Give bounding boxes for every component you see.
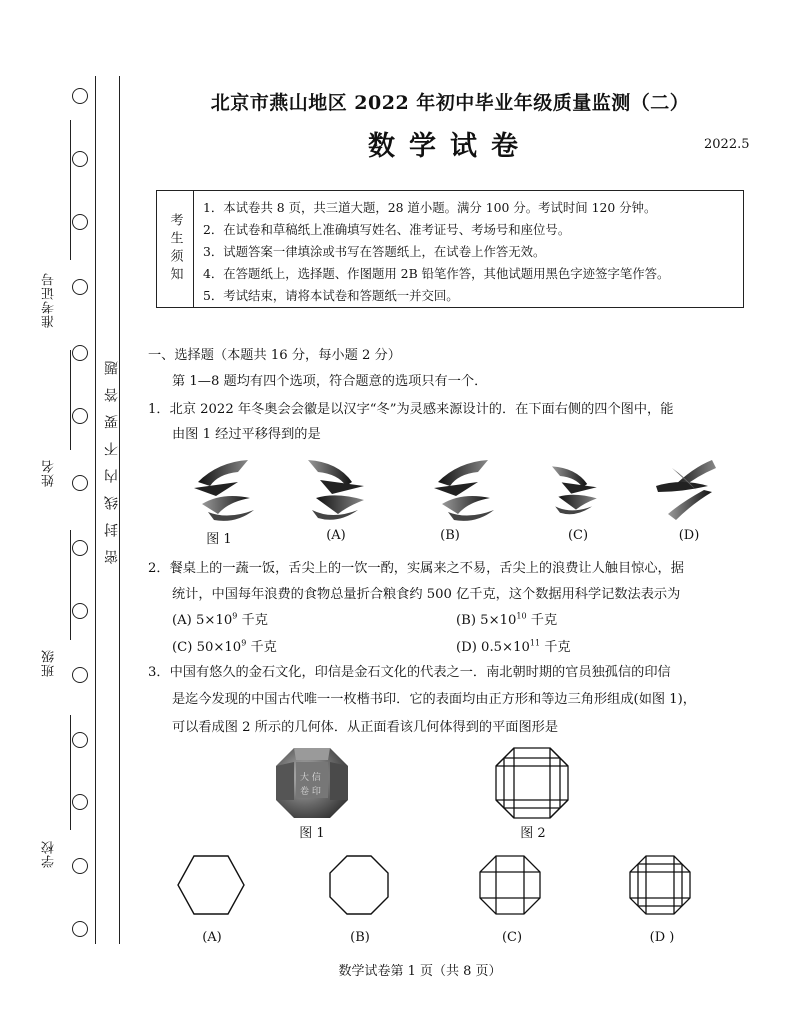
q1-figure-caption: 图 1 [206,532,232,547]
binding-hole [72,540,88,556]
binding-hole [72,921,88,937]
q3-option-c-figure [478,854,542,916]
emblem-option-c [552,466,597,514]
emblem-figure-1 [194,460,254,521]
q3-option-c-label: (C) [501,930,523,945]
q3-figure1-caption: 图 1 [299,826,325,841]
name-line [70,350,71,450]
q3-option-b-octagon [328,854,390,916]
q3-text-line2: 是迄今发现的中国古代唯一一枚楷书印．它的表面均由正方形和等边三角形组成(如图 1)， [172,692,696,707]
q1-option-b-label: (B) [440,528,460,543]
subject-title: 数学试卷 [368,131,532,162]
binding-hole [72,667,88,683]
notice-item: 1．本试卷共 8 页，共三道大题，28 道小题。满分 100 分。考试时间 120 分钟。 [203,200,657,215]
binding-hole [72,408,88,424]
binding-hole [72,88,88,104]
q1-option-a-label: (A) [326,528,346,543]
emblem-option-b [434,460,494,521]
notice-list [203,197,739,307]
svg-text:卷 印: 卷 印 [300,787,321,797]
school-line [70,715,71,830]
class-line [70,530,71,640]
exam-date: 2022.5 [704,137,750,152]
section-heading: 一、选择题（本题共 16 分，每小题 2 分） [148,348,401,363]
q3-figure2-caption: 图 2 [520,826,546,841]
section-instruction: 第 1—8 题均有四个选项，符合题意的选项只有一个． [172,374,488,389]
binding-hole [72,214,88,230]
binding-line [95,76,96,944]
q2-text-line1: 2．餐桌上的一蔬一饭，舌尖上的一饮一酌，实属来之不易，舌尖上的浪费让人触目惊心，据 [148,561,684,576]
notice-item: 3．试题答案一律填涂或书写在答题纸上，在试卷上作答无效。 [203,244,546,259]
q3-text-line3: 可以看成图 2 所示的几何体．从正面看该几何体得到的平面图形是 [172,720,559,735]
binding-hole [72,732,88,748]
notice-item: 2．在试卷和草稿纸上准确填写姓名、准考证号、考场号和座位号。 [203,222,571,237]
class-label: 班级 [42,649,57,677]
q3-option-d-figure [628,854,692,916]
q1-option-c-label: (C) [567,528,589,543]
q1-emblem-figures [180,446,740,526]
binding-hole [72,151,88,167]
notice-item: 4．在答题纸上，选择题、作图题用 2B 铅笔作答，其他试题用黑色字迹签字笔作答。 [203,266,670,281]
binding-hole [72,794,88,810]
q3-option-d-label: (D ) [649,930,675,945]
page-footer: 数学试卷第 1 页（共 8 页） [338,964,502,979]
exam-number-line [70,120,71,260]
binding-hole [72,279,88,295]
q3-option-b-label: (B) [350,930,370,945]
q3-option-a-label: (A) [202,930,222,945]
binding-hole [72,345,88,361]
q2-text-line2: 统计，中国每年浪费的食物总量折合粮食约 500 亿千克，这个数据用科学记数法表示为 [172,587,681,602]
seal-notice: 密封线内不要答题 [104,348,120,564]
binding-hole [72,603,88,619]
q1-option-d-label: (D) [678,528,700,543]
q3-solid-figure [494,744,572,822]
svg-text:大 信: 大 信 [300,773,321,783]
binding-hole [72,858,88,874]
school-label: 学校 [42,840,57,868]
q1-text-line1: 1．北京 2022 年冬奥会会徽是以汉字“冬”为灵感来源设计的．在下面右侧的四个图中，能 [148,402,674,417]
name-label: 姓名 [42,459,57,487]
emblem-option-a [308,460,364,520]
q1-text-line2: 由图 1 经过平移得到的是 [172,427,321,442]
q3-seal-photo [272,744,352,822]
emblem-option-d [656,460,716,520]
q2-option-b: (B) $5\times 10^{10}$ 千克 [456,611,558,628]
q2-option-c: (C) $50\times 10^9$ 千克 [172,638,277,655]
notice-label-cell [157,191,194,307]
exam-number-label: 准考证号 [42,272,57,328]
binding-hole [72,475,88,491]
q2-option-d: (D) $0.5\times 10^{11}$ 千克 [456,638,571,655]
q3-text-line1: 3．中国有悠久的金石文化，印信是金石文化的代表之一．南北朝时期的官员独孤信的印信 [148,665,671,680]
notice-label: 考生须知 [167,213,183,285]
notice-item: 5．考试结束，请将本试卷和答题纸一并交回。 [203,288,459,303]
notice-box [156,190,744,308]
q2-option-a: (A) $5\times 10^9$ 千克 [172,611,268,628]
q3-option-a-hexagon [176,854,246,916]
exam-title: 北京市燕山地区 2022 年初中毕业年级质量监测（二） [210,92,690,114]
